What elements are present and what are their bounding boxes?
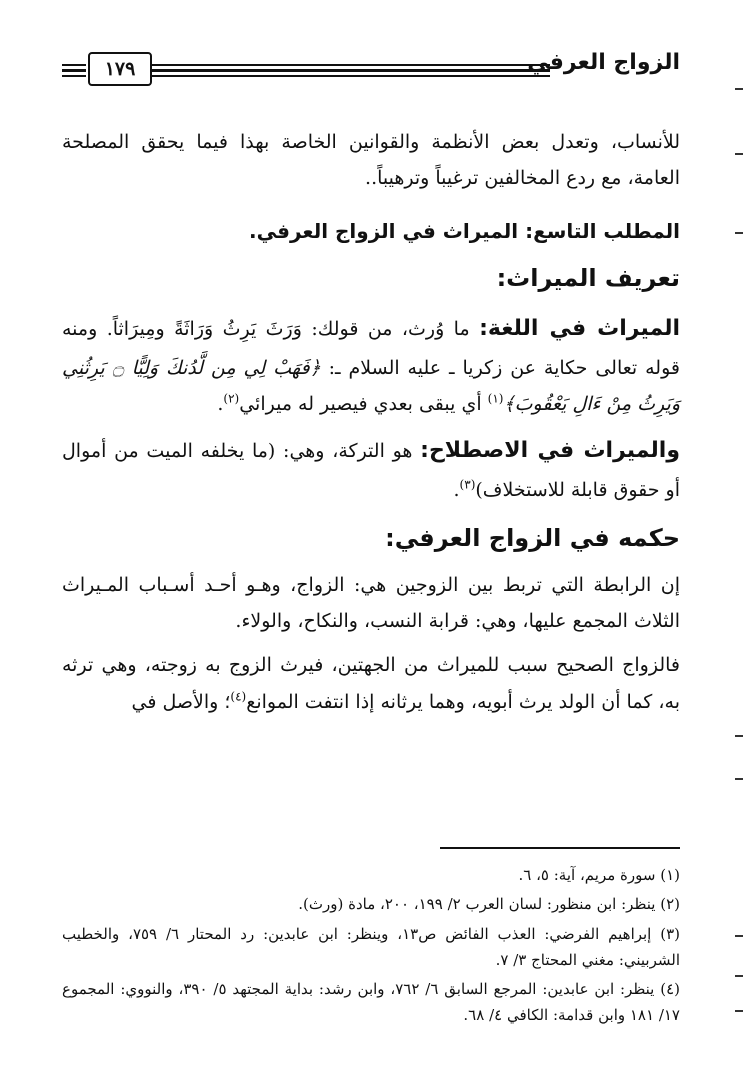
footnote-ref-4: (٤) bbox=[230, 689, 247, 704]
page-header bbox=[62, 48, 680, 88]
ruling-paragraph-1: إن الرابطة التي تربط بين الزوجين هي: الزواج، وهـو أحـد أسـباب المـيراث الثلاث المجمع عليها، وهي: قرابة النسب، والنكاح، والولاء. bbox=[62, 574, 680, 633]
footnote-ref-3: (٣) bbox=[459, 477, 476, 492]
period: . bbox=[217, 392, 224, 415]
ruling-heading: حكمه في الزواج العرفي: bbox=[385, 523, 680, 552]
ruling-text-end: ؛ والأصل في bbox=[131, 690, 231, 713]
technical-term: والميراث في الاصطلاح: bbox=[420, 437, 680, 463]
footnote-4: (٤) ينظر: ابن عابدين: المرجع السابق ٦/ ٧٦٢، وابن رشد: بداية المجتهد ٥/ ٣٩٠، والنووي: المجموع ١٧/ ١٨١ وابن قدامة: الكافي ٤/ ٦٨. bbox=[62, 980, 680, 1025]
page-number: ١٧٩ bbox=[88, 52, 152, 86]
margin-mark bbox=[735, 153, 743, 155]
header-rule bbox=[62, 75, 86, 77]
period: . bbox=[453, 478, 460, 501]
footnotes bbox=[62, 862, 680, 1032]
header-rule bbox=[152, 64, 550, 66]
language-paragraph bbox=[62, 308, 680, 422]
footnote-1: (١) سورة مريم، آية: ٥، ٦. bbox=[518, 866, 680, 884]
intro-paragraph: للأنساب، وتعدل بعض الأنظمة والقوانين الخاصة بهذا فيما يحقق المصلحة العامة، مع ردع المخالفين ترغيباً وترهيباً.. bbox=[62, 131, 680, 190]
margin-mark bbox=[735, 1010, 743, 1012]
margin-mark bbox=[735, 88, 743, 90]
footnote-ref-1: (١) bbox=[487, 391, 504, 406]
margin-mark bbox=[735, 935, 743, 937]
main-text bbox=[62, 124, 680, 728]
header-rule bbox=[152, 75, 550, 77]
header-rule bbox=[152, 69, 550, 72]
margin-mark bbox=[735, 735, 743, 737]
margin-mark bbox=[735, 975, 743, 977]
ruling-text: فالزواج الصحيح سبب للميراث من الجهتين، فيرث الزوج به زوجته، وهي ترثه به، كما أن الولد يرث أبويه، وهما يرثانه إذا انتفت الموانع bbox=[62, 654, 680, 713]
language-text: ما وُرث، من قولك: وَرَثَ يَرِثُ وَرَاثَةً ومِيرَاثاً. ومنه قوله تعالى حكاية عن زكريا ـ عليه السلام ـ: bbox=[62, 317, 680, 379]
footnote-separator bbox=[440, 847, 680, 849]
header-rule bbox=[62, 64, 86, 66]
header-rule bbox=[62, 69, 86, 72]
technical-text: هو التركة، وهي: (ما يخلفه الميت من أموال أو حقوق قابلة للاستخلاف) bbox=[62, 439, 680, 501]
definition-heading: تعريف الميراث: bbox=[496, 264, 680, 293]
margin-mark bbox=[735, 232, 743, 234]
language-text-2: أي يبقى بعدي فيصير له ميرائي bbox=[239, 392, 488, 415]
margin-mark bbox=[735, 778, 743, 780]
section-subtitle: المطلب التاسع: الميراث في الزواج العرفي. bbox=[249, 219, 680, 244]
running-title: الزواج العرفي bbox=[527, 50, 680, 75]
quran-verse: ﴿فَهَبْ لِي مِن لَّدُنكَ وَلِيًّا ۝ يَرِثُنِي وَيَرِثُ مِنْ ءَالِ يَعْقُوبَ﴾ bbox=[62, 356, 680, 415]
ruling-paragraph-2 bbox=[62, 647, 680, 719]
footnote-3: (٣) إبراهيم الفرضي: العذب الفائض ص١٣، وينظر: ابن عابدين: رد المحتار ٦/ ٧٥٩، والخطيب الشربيني: مغني المحتاج ٣/ ٧. bbox=[62, 924, 680, 969]
language-term: الميراث في اللغة: bbox=[479, 315, 681, 341]
footnote-ref-2: (٢) bbox=[223, 391, 240, 406]
technical-paragraph bbox=[62, 430, 680, 508]
footnote-2: (٢) ينظر: ابن منظور: لسان العرب ٢/ ١٩٩، ٢٠٠، مادة (ورث). bbox=[298, 895, 680, 914]
